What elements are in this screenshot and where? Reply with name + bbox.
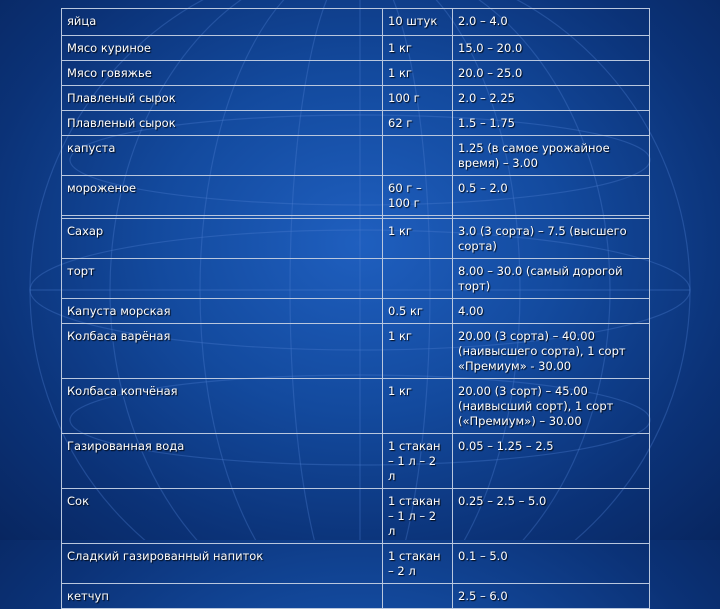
product-cell: Колбаса варёная xyxy=(62,324,383,379)
unit-cell: 1 стакан – 2 л xyxy=(383,544,453,584)
unit-cell: 62 г xyxy=(383,111,453,136)
product-cell: торт xyxy=(62,259,383,299)
product-cell: Плавленый сырок xyxy=(62,111,383,136)
unit-cell: 10 штук xyxy=(383,9,453,36)
unit-cell: 1 кг xyxy=(383,324,453,379)
price-cell: 20.00 (3 сорта) – 40.00 (наивысшего сорта), 1 сорт «Премиум» - 30.00 xyxy=(453,324,650,379)
unit-cell: 1 кг xyxy=(383,36,453,61)
product-cell: капуста xyxy=(62,136,383,176)
product-cell: Капуста морская xyxy=(62,299,383,324)
product-cell: Мясо куриное xyxy=(62,36,383,61)
unit-cell xyxy=(383,259,453,299)
table-row xyxy=(62,9,650,36)
price-cell: 1.25 (в самое урожайное время) – 3.00 xyxy=(453,136,650,176)
price-cell: 3.0 (3 сорта) – 7.5 (высшего сорта) xyxy=(453,219,650,259)
unit-cell xyxy=(383,584,453,609)
unit-cell: 1 кг xyxy=(383,219,453,259)
product-cell: Сладкий газированный напиток xyxy=(62,544,383,584)
product-cell: Сок xyxy=(62,489,383,544)
price-cell: 0.25 – 2.5 – 5.0 xyxy=(453,489,650,544)
product-cell: яйца xyxy=(62,9,383,36)
unit-cell: 1 стакан – 1 л – 2 л xyxy=(383,489,453,544)
table-row xyxy=(62,36,650,61)
price-cell: 2.0 – 2.25 xyxy=(453,86,650,111)
product-cell: Сахар xyxy=(62,219,383,259)
unit-cell: 1 кг xyxy=(383,61,453,86)
product-cell: кетчуп xyxy=(62,584,383,609)
table-row xyxy=(62,379,650,434)
product-cell: Газированная вода xyxy=(62,434,383,489)
table-row xyxy=(62,434,650,489)
product-cell: Колбаса копчёная xyxy=(62,379,383,434)
table-row xyxy=(62,61,650,86)
table-row xyxy=(62,111,650,136)
table-row xyxy=(62,299,650,324)
price-cell: 20.0 – 25.0 xyxy=(453,61,650,86)
table-row xyxy=(62,489,650,544)
table-row xyxy=(62,259,650,299)
price-cell: 2.0 – 4.0 xyxy=(453,9,650,36)
unit-cell xyxy=(383,136,453,176)
price-cell: 0.5 – 2.0 xyxy=(453,176,650,216)
price-cell: 2.5 – 6.0 xyxy=(453,584,650,609)
price-cell: 20.00 (3 сорт) – 45.00 (наивысший сорт), 1 сорт («Премиум») – 30.00 xyxy=(453,379,650,434)
unit-cell: 1 кг xyxy=(383,379,453,434)
table-row xyxy=(62,176,650,216)
table-row xyxy=(62,584,650,609)
table-row xyxy=(62,86,650,111)
price-cell: 1.5 – 1.75 xyxy=(453,111,650,136)
unit-cell: 60 г – 100 г xyxy=(383,176,453,216)
price-cell: 0.1 – 5.0 xyxy=(453,544,650,584)
price-cell: 0.05 – 1.25 – 2.5 xyxy=(453,434,650,489)
table-row xyxy=(62,544,650,584)
unit-cell: 1 стакан – 1 л – 2 л xyxy=(383,434,453,489)
product-cell: мороженое xyxy=(62,176,383,216)
price-table xyxy=(61,8,650,609)
table-row xyxy=(62,219,650,259)
price-cell: 4.00 xyxy=(453,299,650,324)
price-cell: 8.00 – 30.0 (самый дорогой торт) xyxy=(453,259,650,299)
unit-cell: 100 г xyxy=(383,86,453,111)
product-cell: Плавленый сырок xyxy=(62,86,383,111)
table-row xyxy=(62,136,650,176)
unit-cell: 0.5 кг xyxy=(383,299,453,324)
price-cell: 15.0 – 20.0 xyxy=(453,36,650,61)
table-row xyxy=(62,324,650,379)
product-cell: Мясо говяжье xyxy=(62,61,383,86)
